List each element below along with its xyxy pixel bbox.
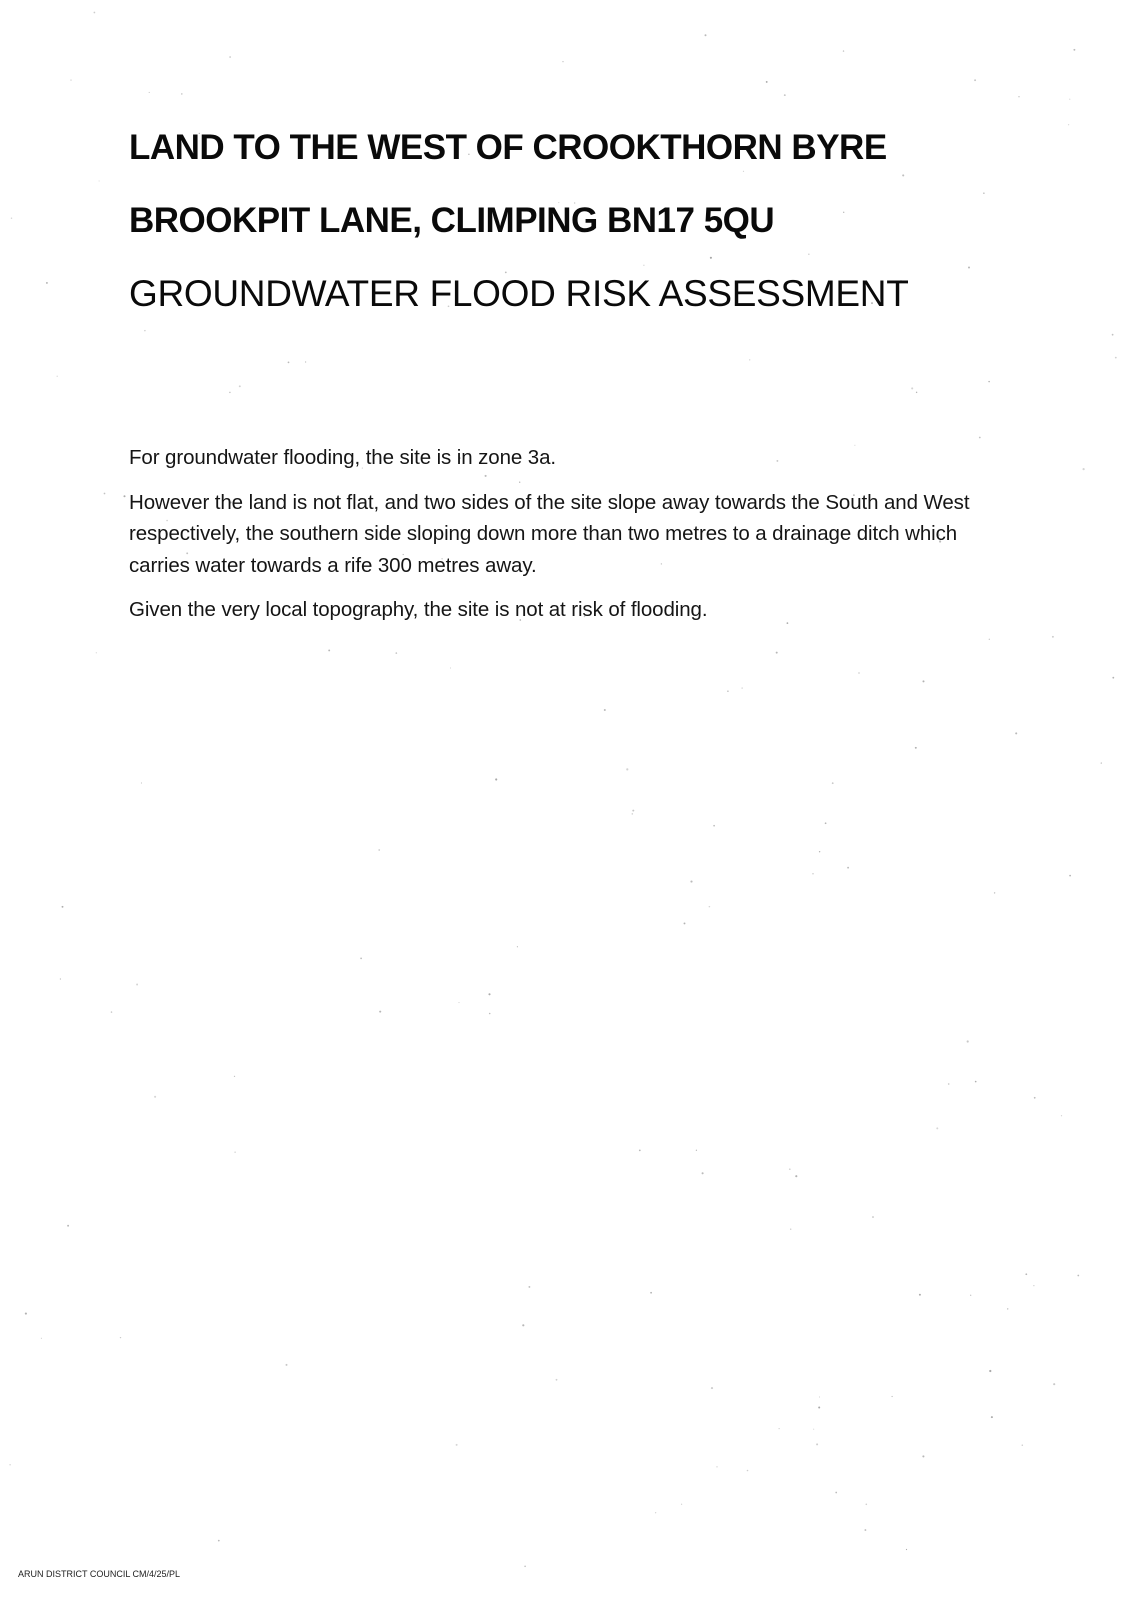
speckle-dot: [711, 1387, 713, 1389]
speckle-dot: [843, 212, 844, 213]
speckle-dot: [936, 1127, 938, 1129]
speckle-dot: [639, 1150, 641, 1152]
speckle-dot: [858, 672, 859, 673]
speckle-dot: [1018, 96, 1019, 97]
title-line-1: LAND TO THE WEST OF CROOKTHORN BYRE: [129, 128, 887, 167]
speckle-dot: [379, 1011, 381, 1013]
speckle-dot: [915, 747, 917, 749]
speckle-dot: [104, 493, 106, 495]
speckle-dot: [994, 892, 995, 893]
speckle-dot: [60, 978, 61, 979]
speckle-dot: [1101, 762, 1102, 763]
speckle-dot: [702, 1172, 704, 1174]
speckle-dot: [489, 1013, 491, 1015]
speckle-dot: [819, 851, 820, 852]
speckle-dot: [818, 1406, 820, 1408]
speckle-dot: [710, 257, 712, 259]
speckle-dot: [234, 1152, 235, 1153]
speckle-dot: [1069, 99, 1070, 100]
speckle-dot: [716, 1466, 717, 1467]
footer-reference: ARUN DISTRICT COUNCIL CM/4/25/PL: [18, 1569, 181, 1579]
speckle-dot: [96, 652, 97, 653]
speckle-dot: [747, 1470, 749, 1472]
speckle-dot: [1068, 124, 1069, 125]
speckle-dot: [11, 218, 12, 219]
speckle-dot: [696, 1150, 697, 1151]
paragraph-conclusion: Given the very local topography, the site is not at risk of flooding.: [129, 598, 708, 621]
speckle-dot: [1112, 334, 1114, 336]
speckle-dot: [488, 993, 490, 995]
speckle-dot: [655, 1512, 656, 1513]
speckle-dot: [1083, 468, 1085, 470]
speckle-dot: [784, 94, 786, 96]
speckle-dot: [766, 81, 768, 83]
speckle-dot: [181, 93, 183, 95]
speckle-dot: [522, 1324, 524, 1326]
speckle-dot: [979, 437, 981, 439]
speckle-dot: [562, 61, 563, 62]
speckle-dot: [916, 392, 917, 393]
speckle-dot: [684, 922, 686, 924]
speckle-dot: [288, 362, 290, 364]
speckle-dot: [989, 1370, 991, 1372]
speckle-dot: [9, 1464, 10, 1465]
speckle-dot: [1069, 875, 1071, 877]
speckle-dot: [892, 1396, 893, 1397]
speckle-dot: [495, 778, 497, 780]
speckle-dot: [749, 359, 750, 360]
speckle-dot: [328, 649, 330, 651]
speckle-dot: [866, 1504, 868, 1506]
speckle-dot: [705, 34, 707, 36]
speckle-dot: [632, 810, 634, 812]
speckle-dot: [790, 1229, 791, 1230]
speckle-dot: [286, 1364, 288, 1366]
speckle-dot: [919, 1294, 921, 1296]
speckle-dot: [975, 1081, 977, 1083]
speckle-dot: [62, 906, 64, 908]
speckle-dot: [843, 50, 844, 51]
speckle-dot: [99, 180, 100, 181]
speckle-dot: [70, 80, 71, 81]
speckle-dot: [239, 385, 241, 387]
speckle-dot: [1033, 1285, 1034, 1286]
speckle-dot: [819, 1396, 820, 1397]
speckle-dot: [458, 1002, 459, 1003]
speckle-dot: [989, 639, 990, 640]
speckle-dot: [808, 254, 809, 255]
title-line-2: BROOKPIT LANE, CLIMPING BN17 5QU: [129, 201, 775, 240]
speckle-dot: [456, 1444, 458, 1446]
speckle-dot: [776, 652, 778, 654]
speckle-dot: [517, 946, 518, 947]
speckle-dot: [67, 1225, 69, 1227]
speckle-dot: [144, 330, 146, 332]
speckle-dot: [111, 1011, 112, 1012]
speckle-dot: [1115, 357, 1117, 359]
speckle-dot: [524, 1566, 526, 1568]
speckle-dot: [816, 1443, 818, 1445]
speckle-dot: [681, 1504, 682, 1505]
speckle-dot: [1034, 1097, 1036, 1099]
speckle-dot: [25, 1313, 27, 1315]
speckle-dot: [154, 1096, 156, 1098]
speckle-dot: [922, 1455, 924, 1457]
speckle-dot: [922, 680, 924, 682]
document-subtitle: GROUNDWATER FLOOD RISK ASSESSMENT: [129, 273, 909, 314]
speckle-dot: [983, 193, 984, 194]
speckle-dot: [789, 1168, 791, 1170]
speckle-dot: [967, 1040, 969, 1042]
speckle-dot: [123, 495, 125, 497]
speckle-dot: [556, 1379, 558, 1381]
speckle-dot: [779, 1428, 780, 1429]
speckle-dot: [94, 12, 96, 14]
speckle-dot: [396, 652, 398, 654]
speckle-dot: [795, 1175, 797, 1177]
speckle-dot: [906, 1549, 907, 1550]
speckle-dot: [1077, 1275, 1079, 1277]
assessment-body: [129, 442, 989, 639]
speckle-dot: [229, 56, 231, 58]
speckle-dot: [911, 387, 913, 389]
paragraph-topography-detail: However the land is not flat, and two sides of the site slope away towards the South and West respectively, the southern side sloping down more than two metres to a drainage ditch which carries water towards a rife 300 metres away.: [129, 490, 970, 577]
speckle-dot: [1022, 1444, 1023, 1445]
speckle-dot: [41, 1338, 42, 1339]
speckle-dot: [136, 984, 138, 986]
speckle-dot: [149, 92, 150, 93]
speckle-dot: [1053, 1383, 1055, 1385]
speckle-dot: [650, 1292, 652, 1294]
speckle-dot: [1112, 677, 1114, 679]
paragraph-zone: For groundwater flooding, the site is in zone 3a.: [129, 446, 556, 469]
speckle-dot: [120, 1337, 121, 1338]
speckle-dot: [872, 1216, 874, 1218]
speckle-dot: [632, 813, 634, 815]
speckle-dot: [1007, 1308, 1008, 1309]
speckle-dot: [57, 376, 58, 377]
speckle-dot: [378, 849, 380, 851]
speckle-dot: [709, 906, 711, 908]
speckle-dot: [864, 1529, 866, 1531]
speckle-dot: [743, 171, 744, 172]
speckle-dot: [948, 1083, 950, 1085]
speckle-dot: [690, 881, 692, 883]
speckle-dot: [234, 1076, 235, 1077]
speckle-dot: [1015, 732, 1017, 734]
speckle-dot: [604, 709, 606, 711]
speckle-dot: [643, 265, 644, 266]
speckle-dot: [727, 690, 729, 692]
speckle-dot: [141, 783, 142, 784]
speckle-dot: [218, 1540, 220, 1542]
speckle-dot: [847, 867, 849, 869]
speckle-dot: [974, 79, 976, 81]
speckle-dot: [812, 873, 813, 874]
speckle-dot: [1073, 49, 1075, 51]
speckle-dot: [902, 174, 904, 176]
speckle-dot: [450, 667, 451, 668]
speckle-dot: [991, 1416, 993, 1418]
speckle-dot: [1061, 1115, 1062, 1116]
speckle-dot: [825, 822, 827, 824]
speckle-dot: [528, 1286, 530, 1288]
speckle-dot: [46, 282, 48, 284]
speckle-dot: [813, 1429, 814, 1430]
speckle-dot: [968, 266, 970, 268]
speckle-dot: [626, 768, 628, 770]
speckle-dot: [832, 782, 834, 784]
speckle-dot: [713, 825, 715, 827]
speckle-dot: [988, 381, 989, 382]
speckle-dot: [742, 688, 743, 689]
speckle-dot: [970, 1295, 971, 1296]
speckle-dot: [305, 361, 306, 362]
speckle-dot: [229, 392, 231, 394]
speckle-dot: [360, 958, 362, 960]
speckle-dot: [1052, 636, 1054, 638]
speckle-dot: [1025, 1273, 1027, 1275]
speckle-dot: [835, 1492, 837, 1494]
